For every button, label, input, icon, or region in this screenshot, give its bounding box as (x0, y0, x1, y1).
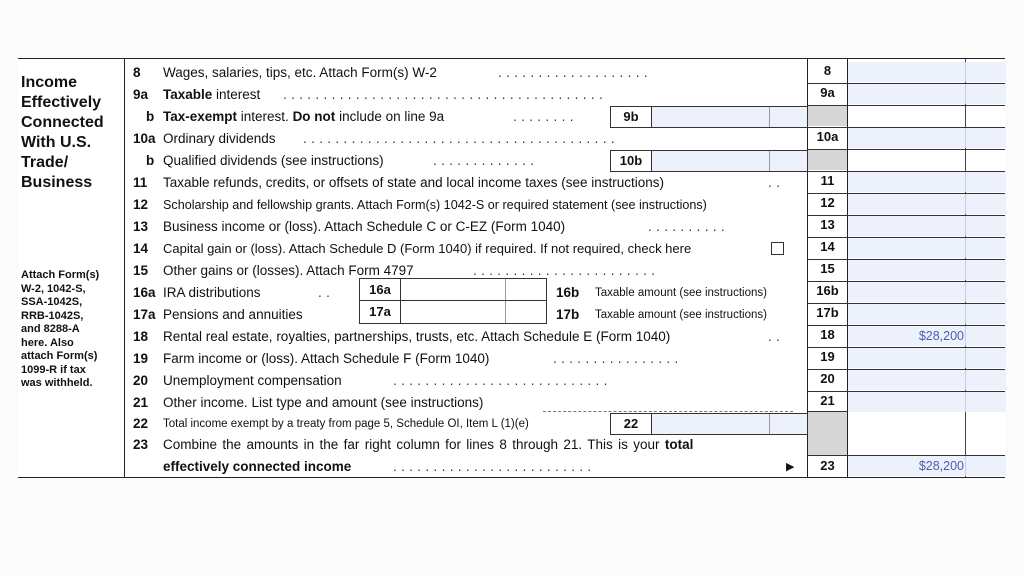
note-line: was withheld. (21, 377, 93, 389)
line-ref-10a: 10a (816, 129, 839, 144)
line-ref-21: 21 (820, 393, 835, 408)
line-number: 18 (133, 329, 149, 344)
line-23 (128, 434, 808, 456)
label-bold: total (664, 437, 694, 452)
note-line: RRB-1042S, (21, 309, 84, 322)
cents-divider (769, 414, 770, 434)
line-8 (128, 62, 808, 84)
note-line: SSA-1042S, (21, 296, 83, 308)
amount-field-10a[interactable] (848, 128, 1006, 148)
cents-divider (769, 151, 770, 171)
leader-dots: . . . . . . . . . . . . . . . . . . . . . . . . . . . . . . . . . . . . . . . . (283, 87, 604, 102)
line-9b (128, 106, 618, 128)
line-number: 20 (133, 373, 149, 388)
amount-field-23[interactable] (848, 456, 1006, 476)
subentry-10b (610, 150, 808, 172)
amount-field-17b[interactable] (848, 304, 1006, 324)
line-label: Business income or (loss). Attach Schedule C or C-EZ (Form 1040) (163, 219, 566, 234)
line-ref-15: 15 (820, 261, 835, 276)
shaded-cell (808, 105, 847, 126)
subentry-label: 17a (360, 301, 401, 323)
subentry-field[interactable] (401, 301, 546, 323)
amount-field-21[interactable] (848, 392, 1006, 412)
amount-field-9a[interactable] (848, 84, 1006, 104)
line-ref-14: 14 (820, 239, 835, 254)
income-section (18, 58, 1005, 478)
subentry-field[interactable] (652, 414, 807, 434)
leader-dots: . . . . . . . . . . . . . . . . . . . . . . . (473, 263, 656, 278)
subentry-field[interactable] (652, 151, 807, 171)
section-sidebar (18, 59, 125, 477)
subentry-label: 16a (360, 279, 401, 301)
line-20 (128, 370, 808, 392)
line-label-b: Taxable amount (see instructions) (595, 287, 767, 299)
label-bold: Tax-exempt (163, 109, 238, 124)
line-number: 8 (133, 65, 141, 80)
amount-field-12[interactable] (848, 194, 1006, 214)
line-label: Unemployment compensation (163, 373, 342, 388)
subentry-9b (610, 106, 808, 128)
line-number: 22 (133, 416, 149, 431)
line-number-b: 17b (556, 307, 580, 322)
section-title-line: Business (21, 174, 93, 191)
amount-value: $28,200 (918, 459, 964, 473)
cents-divider (505, 279, 506, 301)
line-number: 17a (133, 307, 156, 322)
other-income-entry-line[interactable] (543, 411, 793, 412)
line-label: IRA distributions (163, 285, 261, 300)
line-ref-17b: 17b (816, 305, 839, 320)
subentry-16a (359, 278, 547, 302)
leader-dots: . . . . . . . . . . . . . . . . . . . . . . . . . (393, 459, 592, 474)
note-line: here. Also (21, 336, 74, 349)
line-label: Ordinary dividends (163, 131, 276, 146)
line-number: 23 (133, 437, 149, 452)
line-number: 10a (133, 131, 156, 146)
line-label: Qualified dividends (see instructions) (163, 153, 384, 168)
line-number-b: 16b (556, 285, 580, 300)
shaded-cell (808, 411, 847, 455)
line-10b (128, 150, 618, 172)
section-title-line: Effectively (21, 94, 102, 111)
line-number: 15 (133, 263, 149, 278)
line-9a (128, 84, 808, 106)
section-title-line: Trade/ (21, 154, 69, 171)
subentry-17a (359, 300, 547, 324)
subentry-field[interactable] (401, 279, 546, 301)
amount-field-16b[interactable] (848, 282, 1006, 302)
leader-dots: . . . . . . . . (513, 109, 574, 124)
label-bold: effectively connected income (163, 459, 352, 474)
leader-dots: . . (768, 329, 781, 344)
note-line: Attach Form(s) (21, 269, 100, 281)
line-label (163, 84, 260, 106)
amount-field-11[interactable] (848, 172, 1006, 192)
leader-dots: . . (768, 175, 781, 190)
line-label: Other income. List type and amount (see instructions) (163, 395, 484, 410)
section-title (21, 73, 121, 193)
line-label: Wages, salaries, tips, etc. Attach Form(s) W-2 (163, 65, 437, 80)
line-ref-20: 20 (820, 371, 835, 386)
leader-dots: . . (318, 285, 331, 300)
line-label: Farm income or (loss). Attach Schedule F (Form 1040) (163, 351, 490, 366)
note-line: attach Form(s) (21, 350, 98, 362)
label-text: Combine the amounts in the far right column for lines 8 through 21. This is your (163, 437, 665, 452)
subentry-label: 9b (611, 107, 652, 127)
leader-dots: . . . . . . . . . . . . . . . . . . . (498, 65, 648, 80)
line-number: 11 (133, 175, 148, 190)
line-ref-13: 13 (820, 217, 835, 232)
line-number: b (146, 153, 155, 168)
section-title-line: Connected (21, 114, 104, 131)
subentry-22 (610, 413, 808, 435)
line-label: Taxable refunds, credits, or offsets of state and local income taxes (see instructions) (163, 175, 664, 190)
label-bold: Taxable (163, 87, 213, 102)
label-bold: Do not (292, 109, 336, 124)
capital-gain-checkbox[interactable] (771, 242, 784, 255)
line-ref-23: 23 (820, 458, 835, 473)
line-label: Other gains or (losses). Attach Form 4797 (163, 263, 414, 278)
leader-dots: . . . . . . . . . . (648, 219, 725, 234)
subentry-label: 22 (611, 414, 652, 434)
line-label: Scholarship and fellowship grants. Attach Form(s) 1042-S or required statement (see instructions) (163, 198, 707, 212)
line-number: 19 (133, 351, 149, 366)
leader-dots: . . . . . . . . . . . . . . . . . . . . . . . . . . . . . . . . . . . . . . . (303, 131, 615, 146)
line-label: Rental real estate, royalties, partnerships, trusts, etc. Attach Schedule E (Form 1040) (163, 329, 671, 344)
leader-dots: . . . . . . . . . . . . . . . . . . . . . . . . . . . (393, 373, 608, 388)
amount-field-8[interactable] (848, 62, 1006, 82)
line-label (163, 434, 693, 456)
section-title-line: With U.S. (21, 134, 92, 151)
line-ref-18: 18 (820, 327, 835, 342)
cents-divider (505, 301, 506, 323)
note-line: and 8288-A (21, 323, 80, 335)
cents-divider (769, 107, 770, 127)
amount-field-19[interactable] (848, 348, 1006, 368)
row-divider (808, 149, 1005, 150)
line-19 (128, 348, 808, 370)
line-label (163, 106, 444, 128)
label-text: include on line 9a (335, 109, 445, 124)
section-title-line: Income (21, 74, 78, 91)
line-ref-16b: 16b (816, 283, 839, 298)
subentry-label: 10b (611, 151, 652, 171)
line-10a (128, 128, 808, 150)
label-text: interest (212, 87, 261, 102)
leader-dots: . . . . . . . . . . . . . . . . (553, 351, 679, 366)
line-18 (128, 326, 808, 348)
line-number: 13 (133, 219, 149, 234)
line-13 (128, 216, 808, 238)
amount-field-20[interactable] (848, 370, 1006, 390)
line-number: 9a (133, 87, 149, 102)
note-line: 1099-R if tax (21, 363, 86, 376)
line-ref-19: 19 (820, 349, 835, 364)
note-line: W-2, 1042-S, (21, 282, 86, 295)
label-text: interest. (237, 109, 293, 124)
line-number: 14 (133, 241, 149, 256)
line-number: 16a (133, 285, 156, 300)
line-11 (128, 172, 808, 194)
amount-field-18[interactable] (848, 326, 1006, 346)
line-ref-9a: 9a (820, 85, 835, 100)
line-14 (128, 238, 808, 260)
line-label: Capital gain or (loss). Attach Schedule D (Form 1040) if required. If not required, check here (163, 241, 692, 256)
line-ref-11: 11 (820, 173, 835, 188)
line-22 (128, 413, 618, 435)
line-12 (128, 194, 808, 216)
amount-value: $28,200 (918, 329, 964, 343)
amount-field-14[interactable] (848, 238, 1006, 258)
subentry-field[interactable] (652, 107, 807, 127)
row-divider (808, 105, 1005, 106)
amount-field-15[interactable] (848, 260, 1006, 280)
amount-field-13[interactable] (848, 216, 1006, 236)
line-label: Pensions and annuities (163, 307, 303, 322)
attach-forms-note (21, 269, 121, 391)
leader-dots: . . . . . . . . . . . . . (433, 153, 535, 168)
arrow-right-icon: ▶ (786, 461, 795, 473)
line-label: Total income exempt by a treaty from page 5, Schedule OI, Item L (1)(e) (163, 418, 529, 430)
line-label-b: Taxable amount (see instructions) (595, 309, 767, 321)
line-number: 21 (133, 395, 149, 410)
line-ref-8: 8 (823, 63, 832, 78)
line-23-continued (128, 456, 808, 478)
shaded-cell (808, 149, 847, 170)
line-ref-12: 12 (820, 195, 835, 210)
line-number: 12 (133, 197, 149, 212)
line-number: b (146, 109, 155, 124)
